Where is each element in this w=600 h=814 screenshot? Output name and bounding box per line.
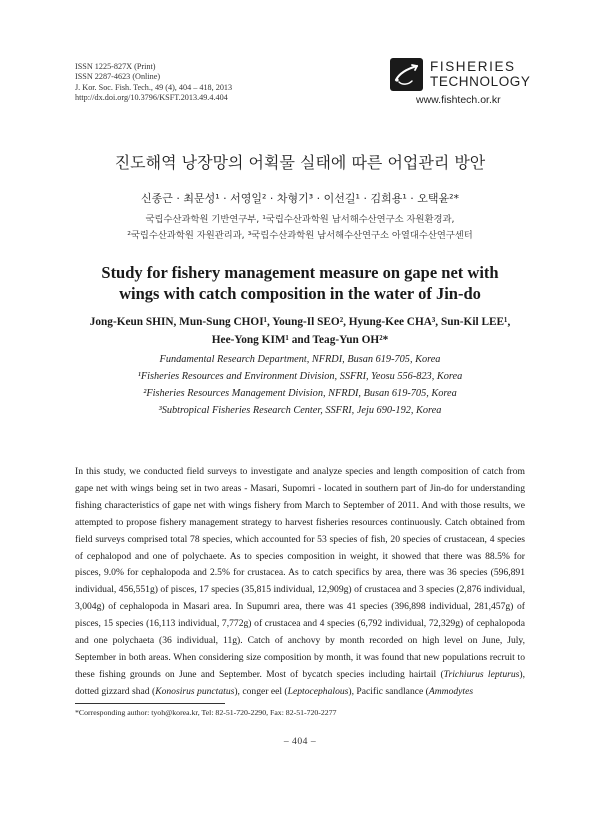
abstract (75, 464, 525, 701)
korean-title: 진도해역 낭장망의 어획물 실태에 따른 어업관리 방안 (114, 153, 486, 172)
abstract-text-4: ), Pacific sandlance ( (348, 685, 429, 697)
journal-url[interactable]: www.fishtech.or.kr (416, 94, 501, 106)
journal-logo (390, 58, 531, 110)
species-name: Leptocephalous (287, 685, 349, 697)
species-name: Ammodytes (428, 685, 474, 697)
korean-affiliation-1: 국립수산과학원 기반연구부, ¹국립수산과학원 남서해수산연구소 자원환경과, (145, 214, 455, 225)
journal-metadata (75, 62, 232, 104)
logo-text-technology: TECHNOLOGY (430, 74, 531, 89)
korean-authors: 신종근 · 최문성¹ · 서영일² · 차형기³ · 이선길¹ · 김희용¹ · 오택윤²* (140, 192, 460, 205)
english-authors-line-2: Hee-Yong KIM¹ and Teag-Yun OH²* (211, 334, 389, 346)
citation: J. Kor. Soc. Fish. Tech., 49 (4), 404 – 418, 2013 (75, 82, 233, 92)
abstract-text-2: ), dotted gizzard shad ( (75, 668, 525, 697)
species-name: Konosirus punctatus (155, 685, 235, 697)
english-title-line-1: Study for fishery management measure on gape net with (101, 263, 499, 282)
abstract-text-3: ), conger eel ( (234, 685, 288, 697)
english-affiliation-4: ³Subtropical Fisheries Research Center, SSFRI, Jeju 690-192, Korea (158, 405, 442, 416)
english-title-line-2: wings with catch composition in the water of Jin-do (119, 284, 481, 303)
fish-hook-icon (390, 58, 423, 91)
logo-text-fisheries: FISHERIES (430, 59, 516, 74)
english-affiliation-2: ¹Fisheries Resources and Environment Division, SSFRI, Yeosu 556-823, Korea (137, 371, 463, 382)
footnote-divider (75, 703, 225, 704)
english-title (0, 262, 600, 304)
corresponding-author-footnote: *Corresponding author: tyoh@korea.kr, Tel: 82-51-720-2290, Fax: 82-51-720-2277 (75, 708, 337, 717)
english-authors-line-1: Jong-Keun SHIN, Mun-Sung CHOI¹, Young-Il SEO², Hyung-Kee CHA³, Sun-Kil LEE¹, (89, 316, 511, 328)
abstract-text-1: In this study, we conducted field surveys to investigate and analyze species and length composition of catch from gape net with wings being set in two areas - Masari, Supomri - located in southern part of Jin-do for understanding fishing characteristics of gape net with wings fishery from March to September of 2011. And with those results, we attempted to propose fishery management strategy to harvest fisheries resources continuously. Catch obtained from field surveys comprised total 78 species, which accounted for 53 species of fish, 20 species of crustacean, 4 species of cephalopod and one of polychaete. As to species composition in weight, it showed that there was 88.5% for pisces, 9.0% for cephalopoda and 2.5% for crustacea. As to catch specifics by area, there was 36 species (596,891 individual, 456,551g) of pisces, 17 species (35,815 individual, 12,909g) of crustacea and 3 species (2,876 individual, 3,004g) of cephalopoda in Masari area. In Supumri area, there was 41 species (396,898 individual, 281,457g) of pisces, 15 species (16,113 individual, 7,772g) of crustacea and 4 species (6,792 individual, 72,329g) of cephalopoda and one polychaeta (36 individual, 11g). Catch of anchovy by month recorded on high level on June, July, September in both areas. When considering size composition by month, it was found that new populations recruit to these fishing grounds on June and September. Most of bycatch species including hairtail ( (75, 466, 525, 680)
english-affiliation-1: Fundamental Research Department, NFRDI, Busan 619-705, Korea (159, 354, 441, 365)
page-number: – 404 – (283, 736, 317, 747)
doi-link[interactable]: http://dx.doi.org/10.3796/KSFT.2013.49.4.404 (75, 93, 228, 103)
species-name: Trichiurus lepturus (443, 668, 520, 680)
abstract-paragraph (75, 464, 525, 701)
korean-affiliation-2: ²국립수산과학원 자원관리과, ³국립수산과학원 남서해수산연구소 아열대수산연구센터 (127, 230, 473, 241)
english-affiliation-3: ²Fisheries Resources Management Division, NFRDI, Busan 619-705, Korea (143, 388, 457, 399)
issn-online: ISSN 2287-4623 (Online) (75, 72, 161, 82)
issn-print: ISSN 1225-827X (Print) (75, 62, 156, 71)
